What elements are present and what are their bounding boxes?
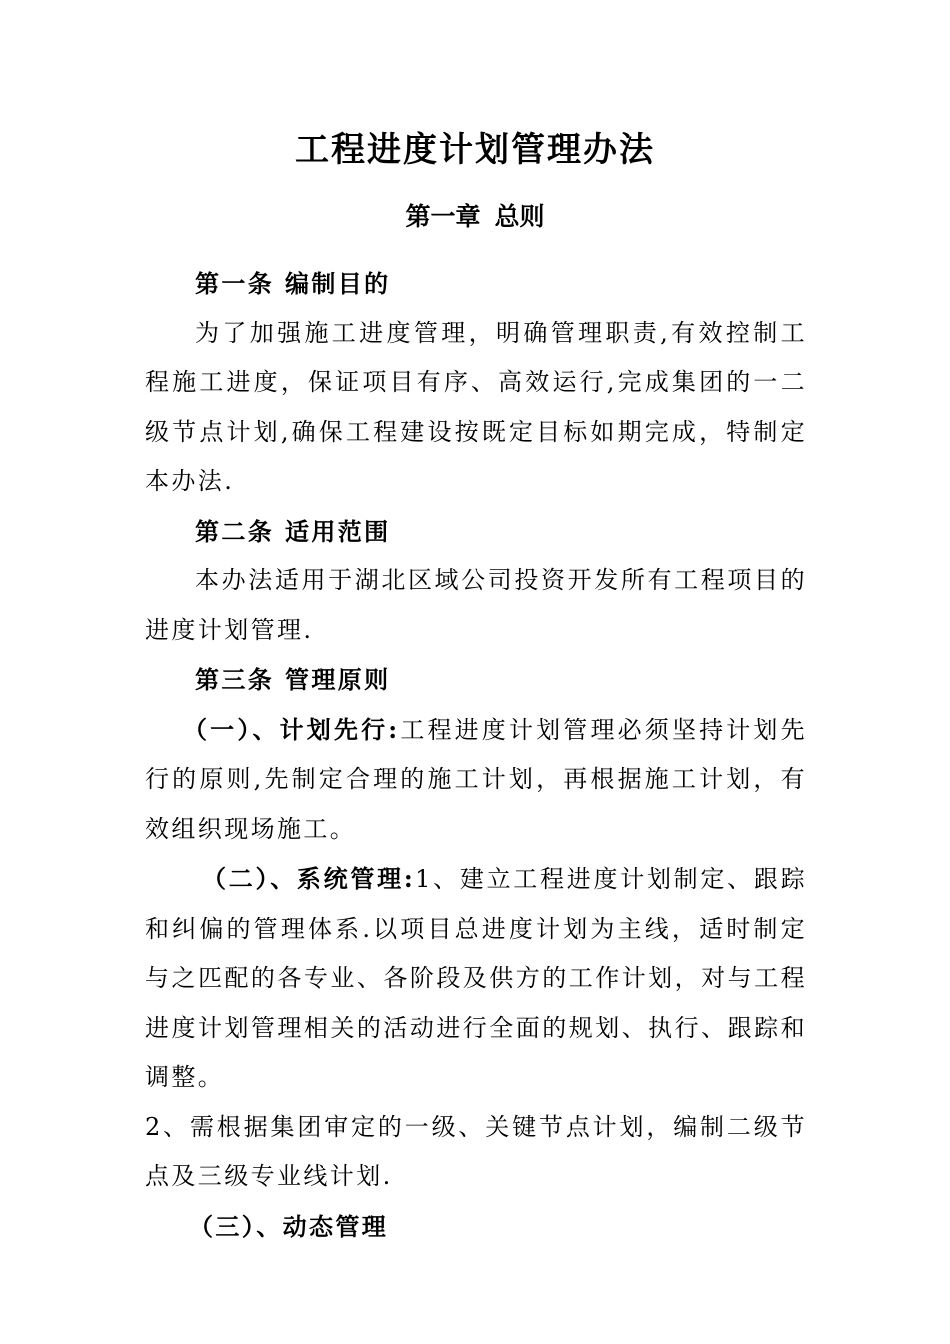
article-1-heading: 第一条 编制目的: [195, 269, 391, 298]
principle-3-heading: （三）、动态管理: [189, 1211, 389, 1241]
article-3-heading: 第三条 管理原则: [195, 665, 391, 694]
chapter-heading: [0, 198, 950, 236]
article-1-text: 为了加强施工进度管理，明确管理职责,有效控制工程施工进度，保证项目有序、高效运行,完成集团的一二级节点计划,确保工程建设按既定目标如期完成，特制定本办法.: [145, 318, 807, 495]
principle-1-label: （一）、计划先行:: [183, 714, 400, 744]
principle-2-label: （二）、系统管理:: [202, 864, 416, 893]
document-title: 工程进度计划管理办法: [295, 130, 655, 170]
principle-1-text: 工程进度计划管理必须坚持计划先行的原则,先制定合理的施工计划，再根据施工计划，有效组织现场施工。: [145, 715, 807, 843]
article-2-heading: 第二条 适用范围: [195, 516, 391, 546]
chapter-name: 总则: [494, 202, 545, 231]
chapter-number: 第一章: [405, 202, 481, 231]
principle-2-text: 1、建立工程进度计划制定、跟踪和纠偏的管理体系.以项目总进度计划为主线，适时制定与之匹配的各专业、各阶段及供方的工作计划，对与工程进度计划管理相关的活动进行全面的规划、执行、跟踪和调整。: [145, 865, 807, 1091]
principle-1: [145, 705, 807, 855]
article-2-text: 本办法适用于湖北区域公司投资开发所有工程项目的进度计划管理.: [145, 566, 807, 644]
principle-2-point-2: 2、需根据集团审定的一级、关键节点计划，编制二级节点及三级专业线计划.: [145, 1112, 807, 1190]
principle-2: [145, 854, 807, 1103]
document-body: [145, 259, 807, 1251]
